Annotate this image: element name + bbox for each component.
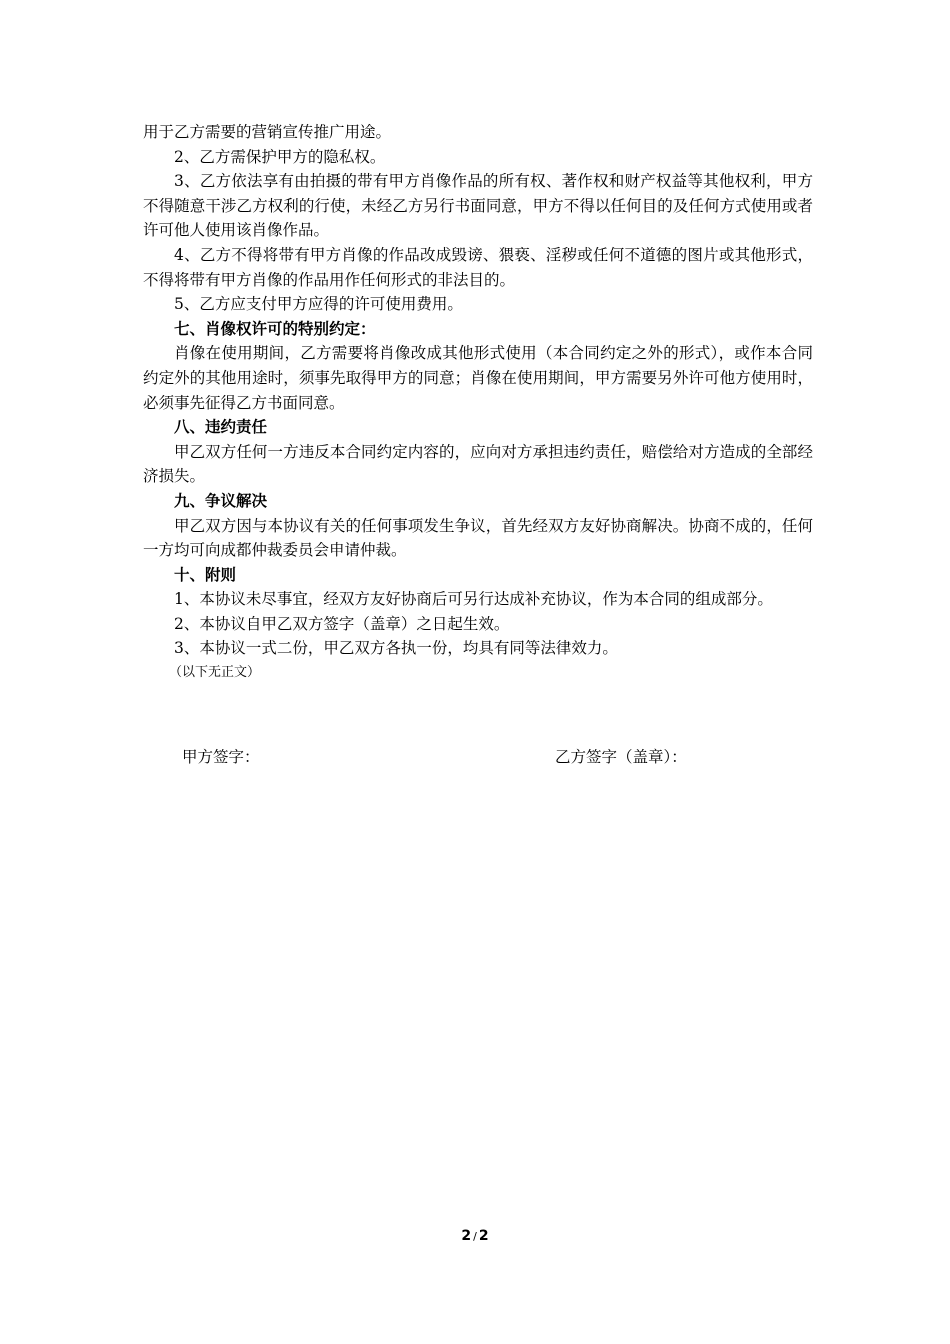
section-heading: 八、违约责任: [174, 418, 268, 437]
body-paragraph: 5、乙方应支付甲方应得的许可使用费用。: [174, 295, 463, 314]
body-paragraph: 3、乙方依法享有由拍摄的带有甲方肖像作品的所有权、著作权和财产权益等其他权利，甲方不得随意干涉乙方权利的行使，未经乙方另行书面同意，甲方不得以任何目的及任何方式使用或者许可他人使用该肖像作品。: [143, 172, 813, 240]
body-paragraph: 肖像在使用期间，乙方需要将肖像改成其他形式使用（本合同约定之外的形式），或作本合同约定外的其他用途时，须事先取得甲方的同意；肖像在使用期间，甲方需要另外许可他方使用时，必须事先征得乙方书面同意。: [143, 344, 813, 412]
section-heading: 十、附则: [174, 565, 237, 584]
section-heading: 七、肖像权许可的特别约定：: [174, 319, 376, 338]
section-heading: 九、争议解决: [174, 491, 268, 510]
page-number-separator: /: [473, 1230, 477, 1243]
party-a-signature-label: 甲方签字：: [182, 748, 260, 766]
body-paragraph: 甲乙双方因与本协议有关的任何事项发生争议，首先经双方友好协商解决。协商不成的，任何一方均可向成都仲裁委员会申请仲裁。: [143, 516, 813, 560]
body-paragraph: 2、本协议自甲乙双方签字（盖章）之日起生效。: [174, 614, 510, 633]
page-number-total: 2: [478, 1228, 489, 1244]
body-paragraph: 1、本协议未尽事宜，经双方友好协商后可另行达成补充协议，作为本合同的组成部分。: [174, 590, 773, 609]
page-number: [0, 1226, 950, 1247]
document-body: [143, 120, 813, 686]
party-b-signature-label: 乙方签字（盖章）：: [555, 748, 687, 766]
body-paragraph: 用于乙方需要的营销宣传推广用途。: [143, 123, 392, 141]
body-paragraph: 4、乙方不得将带有甲方肖像的作品改成毁谤、猥亵、淫秽或任何不道德的图片或其他形式，不得将带有甲方肖像的作品用作任何形式的非法目的。: [143, 245, 813, 289]
body-paragraph: 2、乙方需保护甲方的隐私权。: [174, 147, 386, 166]
end-of-text-note: （以下无正文）: [169, 665, 261, 681]
body-paragraph: 甲乙双方任何一方违反本合同约定内容的，应向对方承担违约责任，赔偿给对方造成的全部经济损失。: [143, 442, 813, 486]
page-number-current: 2: [461, 1228, 472, 1244]
body-paragraph: 3、本协议一式二份，甲乙双方各执一份，均具有同等法律效力。: [174, 639, 618, 658]
